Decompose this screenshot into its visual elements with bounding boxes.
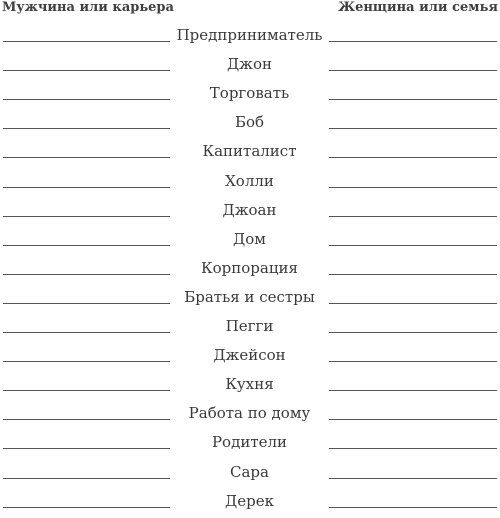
word-row bbox=[0, 139, 500, 168]
word-row bbox=[0, 256, 500, 285]
word-row bbox=[0, 198, 500, 227]
word-label: Пегги bbox=[225, 317, 274, 335]
word-row bbox=[0, 489, 500, 518]
answer-line-left[interactable] bbox=[3, 419, 170, 420]
answer-line-right[interactable] bbox=[329, 507, 497, 508]
answer-line-left[interactable] bbox=[3, 70, 170, 71]
answer-line-left[interactable] bbox=[3, 99, 170, 100]
answer-line-right[interactable] bbox=[329, 187, 497, 188]
word-row bbox=[0, 372, 500, 401]
word-label: Кухня bbox=[225, 375, 274, 394]
answer-line-left[interactable] bbox=[3, 216, 170, 217]
word-row bbox=[0, 314, 500, 343]
header-right-label: Женщина или семья bbox=[338, 0, 498, 15]
word-label: Боб bbox=[234, 113, 265, 132]
answer-line-left[interactable] bbox=[3, 332, 170, 333]
word-row bbox=[0, 81, 500, 110]
word-label: Холли bbox=[225, 171, 274, 190]
answer-line-left[interactable] bbox=[3, 507, 170, 508]
word-row bbox=[0, 401, 500, 430]
word-label: Сара bbox=[230, 462, 269, 481]
answer-line-left[interactable] bbox=[3, 303, 170, 304]
word-label: Братья и сестры bbox=[184, 287, 315, 306]
word-label: Джейсон bbox=[213, 346, 286, 365]
word-row bbox=[0, 169, 500, 198]
answer-line-left[interactable] bbox=[3, 128, 170, 129]
answer-line-right[interactable] bbox=[329, 332, 497, 333]
word-label: Дерек bbox=[225, 491, 274, 510]
answer-line-left[interactable] bbox=[3, 187, 170, 188]
word-row bbox=[0, 52, 500, 81]
answer-line-right[interactable] bbox=[329, 390, 497, 391]
word-label: Джон bbox=[226, 55, 273, 74]
word-row bbox=[0, 110, 500, 139]
answer-line-right[interactable] bbox=[329, 361, 497, 362]
answer-line-left[interactable] bbox=[3, 448, 170, 449]
word-label: Дом bbox=[233, 229, 266, 248]
word-label: Джоан bbox=[222, 200, 277, 219]
word-row bbox=[0, 23, 500, 52]
word-row bbox=[0, 227, 500, 256]
word-label: Торговать bbox=[209, 84, 290, 103]
answer-line-right[interactable] bbox=[329, 478, 497, 479]
answer-line-right[interactable] bbox=[329, 274, 497, 275]
answer-line-right[interactable] bbox=[329, 216, 497, 217]
header-left-label: Мужчина или карьера bbox=[2, 0, 174, 15]
answer-line-left[interactable] bbox=[3, 157, 170, 158]
word-label: Предприниматель bbox=[176, 26, 323, 44]
word-label: Капиталист bbox=[202, 142, 297, 161]
word-row bbox=[0, 343, 500, 372]
answer-line-left[interactable] bbox=[3, 41, 170, 42]
word-row bbox=[0, 285, 500, 314]
answer-line-right[interactable] bbox=[329, 157, 497, 158]
answer-line-left[interactable] bbox=[3, 245, 170, 246]
header bbox=[0, 0, 500, 20]
answer-line-right[interactable] bbox=[329, 99, 497, 100]
answer-line-left[interactable] bbox=[3, 478, 170, 479]
answer-line-right[interactable] bbox=[329, 41, 497, 42]
word-row bbox=[0, 460, 500, 489]
answer-line-right[interactable] bbox=[329, 419, 497, 420]
answer-line-right[interactable] bbox=[329, 70, 497, 71]
word-row bbox=[0, 430, 500, 459]
answer-line-left[interactable] bbox=[3, 390, 170, 391]
answer-line-right[interactable] bbox=[329, 303, 497, 304]
word-label: Работа по дому bbox=[188, 404, 311, 423]
answer-line-left[interactable] bbox=[3, 361, 170, 362]
word-label: Родители bbox=[211, 433, 288, 452]
answer-line-right[interactable] bbox=[329, 245, 497, 246]
word-label: Корпорация bbox=[201, 258, 298, 277]
answer-line-left[interactable] bbox=[3, 274, 170, 275]
answer-line-right[interactable] bbox=[329, 128, 497, 129]
answer-line-right[interactable] bbox=[329, 448, 497, 449]
